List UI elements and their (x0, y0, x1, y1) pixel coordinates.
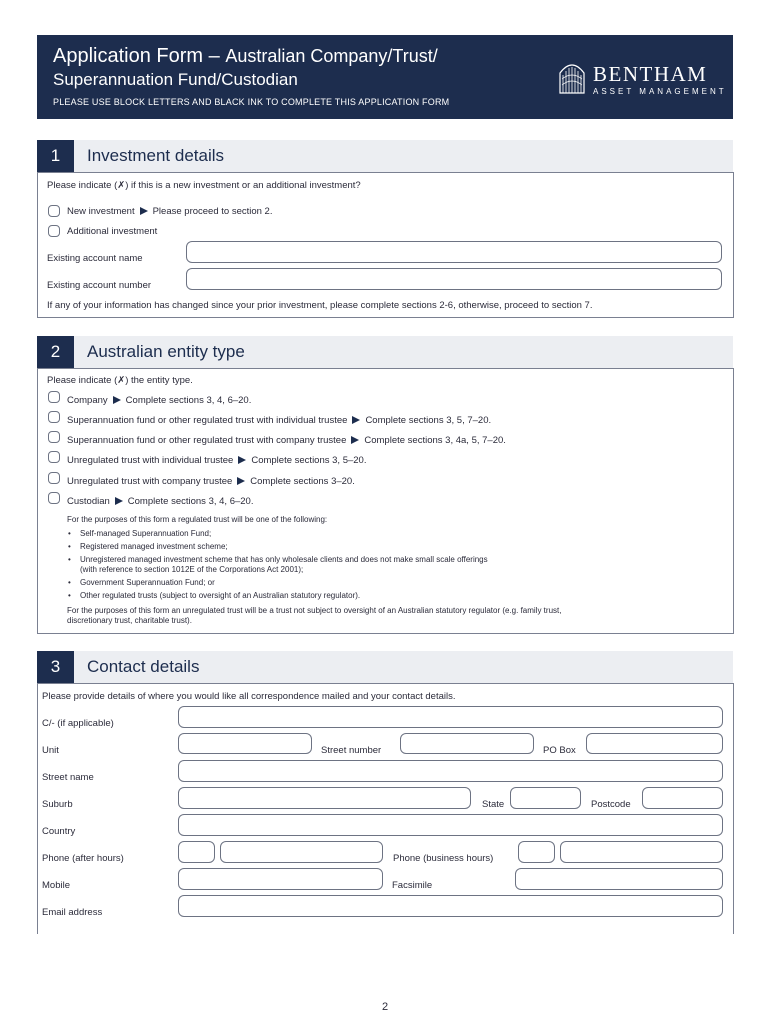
street-number-field[interactable] (400, 733, 534, 754)
regulated-trust-list (66, 529, 488, 604)
street-number-label: Street number (321, 745, 382, 756)
logo-tagline: ASSET MANAGEMENT (593, 87, 727, 96)
phone-business-hours-label: Phone (business hours) (393, 853, 494, 864)
email-field[interactable] (178, 895, 723, 917)
state-field[interactable] (510, 787, 581, 809)
suburb-field[interactable] (178, 787, 471, 809)
additional-investment-checkbox[interactable] (48, 225, 60, 237)
section-title: Australian entity type (87, 342, 245, 361)
form-title-rest: Australian Company/Trust/ (225, 46, 438, 66)
new-investment-option: New investment Please proceed to section 2. (67, 206, 273, 217)
form-instruction: PLEASE USE BLOCK LETTERS AND BLACK INK TO COMPLETE THIS APPLICATION FORM (53, 97, 450, 107)
section-1-note: If any of your information has changed since your prior investment, please complete sections 2-6, otherwise, proceed to section 7. (47, 300, 593, 311)
entity-option: Custodian Complete sections 3, 4, 6–20. (67, 496, 254, 507)
entity-unregulated-company-checkbox[interactable] (48, 472, 60, 484)
street-name-label: Street name (42, 772, 94, 783)
regulated-trust-intro: For the purposes of this form a regulated trust will be one of the following: (67, 515, 328, 524)
facsimile-field[interactable] (515, 868, 723, 890)
entity-unregulated-individual-checkbox[interactable] (48, 451, 60, 463)
list-item: • Unregistered managed investment scheme that has only wholesale clients and does not make small scale offerings (with reference to section 1012E of the Corporations Act 2001); (66, 555, 488, 575)
arrow-right-icon (238, 456, 246, 464)
list-item: • Government Superannuation Fund; or (66, 578, 488, 588)
existing-account-name-field[interactable] (186, 241, 722, 263)
section-title: Contact details (87, 657, 200, 676)
mobile-label: Mobile (42, 880, 70, 891)
section-number: 3 (37, 651, 74, 683)
postcode-label: Postcode (591, 799, 631, 810)
section-3-header (37, 651, 733, 683)
existing-account-number-field[interactable] (186, 268, 722, 290)
section-3-body (37, 683, 734, 934)
arrow-right-icon (113, 396, 121, 404)
existing-account-number-label: Existing account number (47, 280, 152, 291)
form-title-line2: Superannuation Fund/Custodian (53, 70, 298, 89)
arrow-right-icon (115, 497, 123, 505)
form-header (37, 35, 733, 119)
unregulated-trust-note: For the purposes of this form an unregulated trust will be a trust not subject to oversight of an Australian statutory regulator (e.g. family trust, (67, 606, 562, 615)
section-2-prompt: Please indicate (✗) the entity type. (47, 375, 193, 386)
facsimile-label: Facsimile (392, 880, 433, 891)
email-label: Email address (42, 907, 103, 918)
entity-option: Superannuation fund or other regulated trust with individual trustee Complete sections 3, 5, 7–20. (67, 415, 492, 426)
list-item: • Registered managed investment scheme; (66, 542, 488, 552)
po-box-field[interactable] (586, 733, 723, 754)
section-title: Investment details (87, 146, 225, 165)
postcode-field[interactable] (642, 787, 723, 809)
list-item: • Other regulated trusts (subject to oversight of an Australian statutory regulator). (66, 591, 488, 601)
new-investment-checkbox[interactable] (48, 205, 60, 217)
bentham-logo-icon (557, 59, 587, 95)
arrow-right-icon (140, 207, 148, 215)
country-field[interactable] (178, 814, 723, 836)
arrow-right-icon (237, 477, 245, 485)
form-title: Application Form – Australian Company/Trust/ (53, 45, 438, 67)
po-box-label: PO Box (543, 745, 576, 756)
entity-super-company-checkbox[interactable] (48, 431, 60, 443)
section-3-prompt: Please provide details of where you would like all correspondence mailed and your contact details. (42, 691, 456, 702)
section-number: 2 (37, 336, 74, 368)
section-2-header (37, 336, 733, 368)
phone-business-hours-area-code-field[interactable] (518, 841, 555, 863)
entity-custodian-checkbox[interactable] (48, 492, 60, 504)
additional-investment-label: Additional investment (67, 226, 158, 237)
unregulated-trust-note-cont: discretionary trust, charitable trust). (67, 616, 192, 625)
section-1-body (37, 172, 734, 318)
arrow-right-icon (351, 436, 359, 444)
phone-business-hours-field[interactable] (560, 841, 723, 863)
entity-company-checkbox[interactable] (48, 391, 60, 403)
page-number: 2 (381, 1001, 389, 1013)
suburb-label: Suburb (42, 799, 73, 810)
phone-after-hours-field[interactable] (220, 841, 383, 863)
logo-name: BENTHAM (593, 62, 708, 86)
country-label: Country (42, 826, 76, 837)
entity-option: Company Complete sections 3, 4, 6–20. (67, 395, 252, 406)
street-name-field[interactable] (178, 760, 723, 782)
entity-option: Unregulated trust with company trustee Complete sections 3–20. (67, 476, 355, 487)
list-item: • Self-managed Superannuation Fund; (66, 529, 488, 539)
section-1-prompt: Please indicate (✗) if this is a new investment or an additional investment? (47, 180, 361, 191)
entity-option: Unregulated trust with individual trustee Complete sections 3, 5–20. (67, 455, 367, 466)
section-number: 1 (37, 140, 74, 172)
unit-label: Unit (42, 745, 59, 756)
state-label: State (482, 799, 505, 810)
entity-super-individual-checkbox[interactable] (48, 411, 60, 423)
phone-after-hours-area-code-field[interactable] (178, 841, 215, 863)
existing-account-name-label: Existing account name (47, 253, 143, 264)
care-of-label: C/- (if applicable) (42, 718, 114, 729)
phone-after-hours-label: Phone (after hours) (42, 853, 124, 864)
arrow-right-icon (352, 416, 360, 424)
section-2-body (37, 368, 734, 634)
entity-option: Superannuation fund or other regulated trust with company trustee Complete sections 3, 4a, 5, 7–20. (67, 435, 506, 446)
mobile-field[interactable] (178, 868, 383, 890)
unit-field[interactable] (178, 733, 312, 754)
section-1-header (37, 140, 733, 172)
care-of-field[interactable] (178, 706, 723, 728)
